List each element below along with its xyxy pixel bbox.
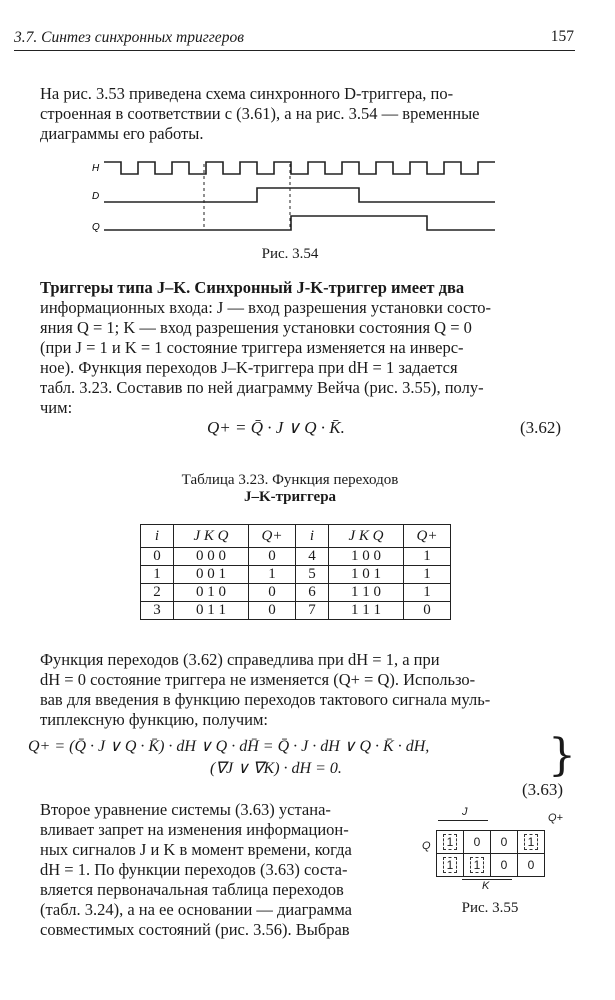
cell: 0 0 0 <box>174 548 249 566</box>
cell: 1 <box>249 566 296 584</box>
cell: 1 0 1 <box>329 566 404 584</box>
kmap-cell <box>437 854 464 877</box>
header-i: i <box>296 525 329 548</box>
kmap-cell <box>518 831 545 854</box>
transition-paragraph <box>40 650 570 730</box>
cell: 7 <box>296 602 329 620</box>
final-line: вливает запрет на изменения информацион- <box>40 820 349 839</box>
jk-line: (при J = 1 и K = 1 состояние триггера изменяется на инверс- <box>40 338 464 357</box>
equation-3-62: Q+ = Q̄ · J ∨ Q · K̄. <box>207 418 345 437</box>
table-row <box>141 566 451 584</box>
intro-line: На рис. 3.53 приведена схема синхронного D-триггера, по- <box>40 84 454 103</box>
cell: 1 <box>404 548 451 566</box>
final-line: (табл. 3.24), а на ее основании — диаграмма <box>40 900 353 919</box>
figure-3-55 <box>420 806 570 926</box>
kmap-cell <box>437 831 464 854</box>
final-paragraph <box>40 800 405 940</box>
waveform-q <box>104 216 495 230</box>
signal-label-q: Q <box>92 222 100 233</box>
jk-line: табл. 3.23. Составив по ней диаграмму Вейча (рис. 3.55), полу- <box>40 378 484 397</box>
jk-line: яния Q = 1; K — вход разрешения установки состояния Q = 0 <box>40 318 472 337</box>
jk-line: информационных входа: J — вход разрешения установки состо- <box>40 298 492 317</box>
cell: 0 <box>404 602 451 620</box>
kmap-cell: 0 <box>491 831 518 854</box>
figure-3-55-caption: Рис. 3.55 <box>461 900 519 916</box>
jk-line: чим: <box>40 398 73 417</box>
transition-line: типлексную функцию, получим: <box>40 710 269 729</box>
cell: 3 <box>141 602 174 620</box>
kmap-row <box>437 854 545 877</box>
kmap-cell: 0 <box>491 854 518 877</box>
kmap-label-q: Q <box>422 840 431 852</box>
cell: 1 1 1 <box>329 602 404 620</box>
transition-line: dH = 0 состояние триггера не изменяется (Q+ = Q). Использо- <box>40 670 476 689</box>
header-i: i <box>141 525 174 548</box>
kmap-label-j: J <box>462 806 468 818</box>
cell: 0 1 1 <box>174 602 249 620</box>
kmap-cell <box>464 854 491 877</box>
cell: 1 1 0 <box>329 584 404 602</box>
veitch-diagram <box>436 830 545 877</box>
timing-diagram <box>90 158 500 238</box>
table-caption-line1: Таблица 3.23. Функция переходов <box>181 472 399 488</box>
header-qplus: Q+ <box>249 525 296 548</box>
figure-3-54 <box>90 158 500 238</box>
equation-number-3-63: (3.63) <box>522 780 564 799</box>
transition-line: вав для введения в функцию переходов тактового сигнала муль- <box>40 690 491 709</box>
kmap-value: 1 <box>443 834 458 850</box>
cell: 0 0 1 <box>174 566 249 584</box>
cell: 0 <box>249 584 296 602</box>
header-rule <box>14 50 575 51</box>
table-row <box>141 602 451 620</box>
running-header <box>14 28 574 47</box>
cell: 0 <box>249 602 296 620</box>
intro-line: диаграммы его работы. <box>40 124 204 143</box>
waveform-h <box>104 162 495 174</box>
figure-3-54-caption: Рис. 3.54 <box>261 246 319 262</box>
system-brace: } <box>548 730 576 781</box>
kmap-j-bracket <box>438 820 488 821</box>
table-header-row <box>141 525 451 548</box>
transition-table <box>140 524 451 620</box>
final-line: dH = 1. По функции переходов (3.63) соста- <box>40 860 348 879</box>
table-3-23 <box>140 524 451 620</box>
header-title: 3.7. Синтез синхронных триггеров <box>14 29 244 46</box>
kmap-row <box>437 831 545 854</box>
table-row <box>141 548 451 566</box>
cell: 1 <box>404 566 451 584</box>
header-jkq: J K Q <box>329 525 404 548</box>
header-qplus: Q+ <box>404 525 451 548</box>
final-line: совместимых состояний (рис. 3.56). Выбрав <box>40 920 350 939</box>
jk-line: ное). Функция переходов J–K-триггера при dH = 1 задается <box>40 358 458 377</box>
cell: 1 0 0 <box>329 548 404 566</box>
equation-number-3-62: (3.62) <box>520 418 562 437</box>
signal-label-d: D <box>92 191 100 202</box>
cell: 0 <box>249 548 296 566</box>
cell: 5 <box>296 566 329 584</box>
cell: 0 1 0 <box>174 584 249 602</box>
waveform-d <box>104 188 495 202</box>
cell: 0 <box>141 548 174 566</box>
cell: 1 <box>404 584 451 602</box>
page-number: 157 <box>550 28 574 45</box>
kmap-cell: 0 <box>464 831 491 854</box>
final-line: ных сигналов J и K в момент времени, когда <box>40 840 352 859</box>
kmap-cell: 0 <box>518 854 545 877</box>
cell: 1 <box>141 566 174 584</box>
kmap-value: 1 <box>524 834 539 850</box>
cell: 4 <box>296 548 329 566</box>
final-line: вляется первоначальная таблица переходов <box>40 880 344 899</box>
kmap-value: 1 <box>470 857 485 873</box>
table-3-23-caption <box>60 472 520 506</box>
kmap-label-k: K <box>482 880 490 892</box>
table-caption-line2: J–K-триггера <box>243 489 337 505</box>
jk-paragraph <box>40 278 570 418</box>
header-jkq: J K Q <box>174 525 249 548</box>
cell: 2 <box>141 584 174 602</box>
jk-line: Триггеры типа J–K. Синхронный J-K-триггер имеет два <box>40 278 465 297</box>
table-row <box>141 584 451 602</box>
cell: 6 <box>296 584 329 602</box>
final-line: Второе уравнение системы (3.63) устана- <box>40 800 331 819</box>
system-line-2: (∇J ∨ ∇K) · dH = 0. <box>210 760 342 777</box>
intro-paragraph <box>40 84 570 144</box>
kmap-value: 1 <box>443 857 458 873</box>
system-line-1: Q+ = (Q̄ · J ∨ Q · K̄) · dH ∨ Q · dH̄ = Q̄ · J · dH ∨ Q · K̄ · dH, <box>28 738 430 755</box>
signal-label-h: H <box>92 163 100 174</box>
kmap-label-qplus: Q+ <box>548 812 563 824</box>
transition-line: Функция переходов (3.62) справедлива при dH = 1, а при <box>40 650 440 669</box>
intro-line: строенная в соответствии с (3.61), а на рис. 3.54 — временные <box>40 104 480 123</box>
